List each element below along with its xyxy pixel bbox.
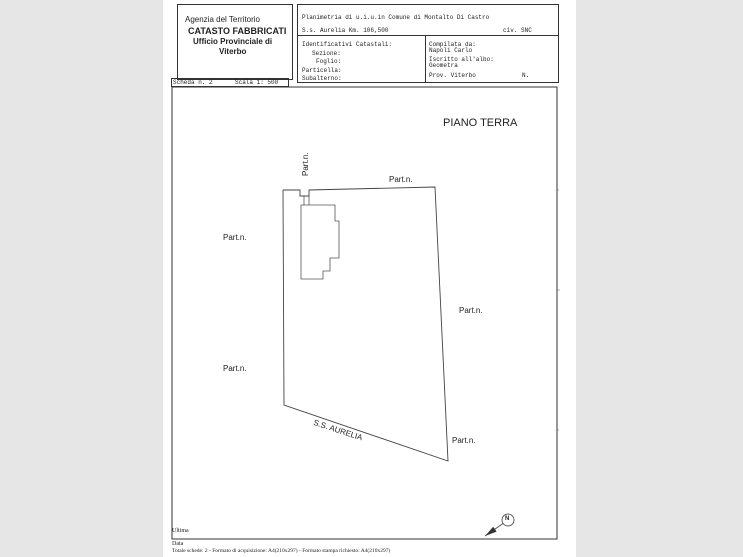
n-label: N.: [522, 72, 530, 79]
north-letter: N: [505, 516, 510, 522]
prov-label: Prov. Viterbo: [429, 72, 476, 79]
address-text: S.s. Aurelia Km. 106,500: [302, 27, 389, 34]
agency-line-4: Viterbo: [219, 47, 247, 56]
part-label-left-upper: Part.n.: [223, 233, 247, 242]
agency-line-1: Agenzia del Territorio: [185, 15, 261, 24]
sezione-label: Sezione:: [312, 50, 341, 57]
iscritto-value: Geometra: [429, 62, 458, 69]
agency-line-3: Ufficio Provinciale di: [193, 37, 273, 46]
north-arrow-icon: [482, 512, 517, 541]
scheda-text: Scheda n. 2: [173, 79, 213, 86]
identificativi-label: Identificativi Catastali:: [302, 41, 393, 48]
part-label-bottom-right: Part.n.: [452, 436, 476, 445]
part-label-top: Part.n.: [389, 175, 413, 184]
part-label-left-lower: Part.n.: [223, 364, 247, 373]
compilata-label: Compilata da:: [429, 41, 476, 48]
parcel-outline: [283, 187, 448, 461]
compilata-value: Napoli Carlo: [429, 47, 473, 54]
foglio-label: Foglio:: [316, 58, 342, 65]
part-label-top-rotated: Part.n.: [301, 152, 310, 176]
document-page: [163, 0, 576, 557]
footer-totale: Totale schede: 2 - Formato di acquisizione: A4(210x297) - Formato stampa richiesto: A4(210x297): [172, 548, 391, 554]
floor-title: PIANO TERRA: [443, 117, 518, 129]
civ-text: civ. SNC: [503, 27, 532, 34]
scala-text: Scala 1: 500: [235, 79, 279, 86]
part-label-right: Part.n.: [459, 306, 483, 315]
planimetria-text: Planimetria di u.i.u.in Comune di Montalto Di Castro: [302, 14, 490, 21]
road-label: S.S. AURELIA: [312, 418, 364, 443]
footer-data: Data: [172, 541, 184, 547]
footer-ultima: Ultima: [172, 528, 189, 534]
iscritto-label: Iscritto all'albo:: [429, 56, 494, 63]
subalterno-label: Subalterno:: [302, 75, 342, 82]
building-outline: [301, 196, 339, 279]
plan-drawing: [163, 0, 576, 557]
particella-label: Particella:: [302, 67, 342, 74]
agency-line-2: CATASTO FABBRICATI: [188, 26, 287, 36]
